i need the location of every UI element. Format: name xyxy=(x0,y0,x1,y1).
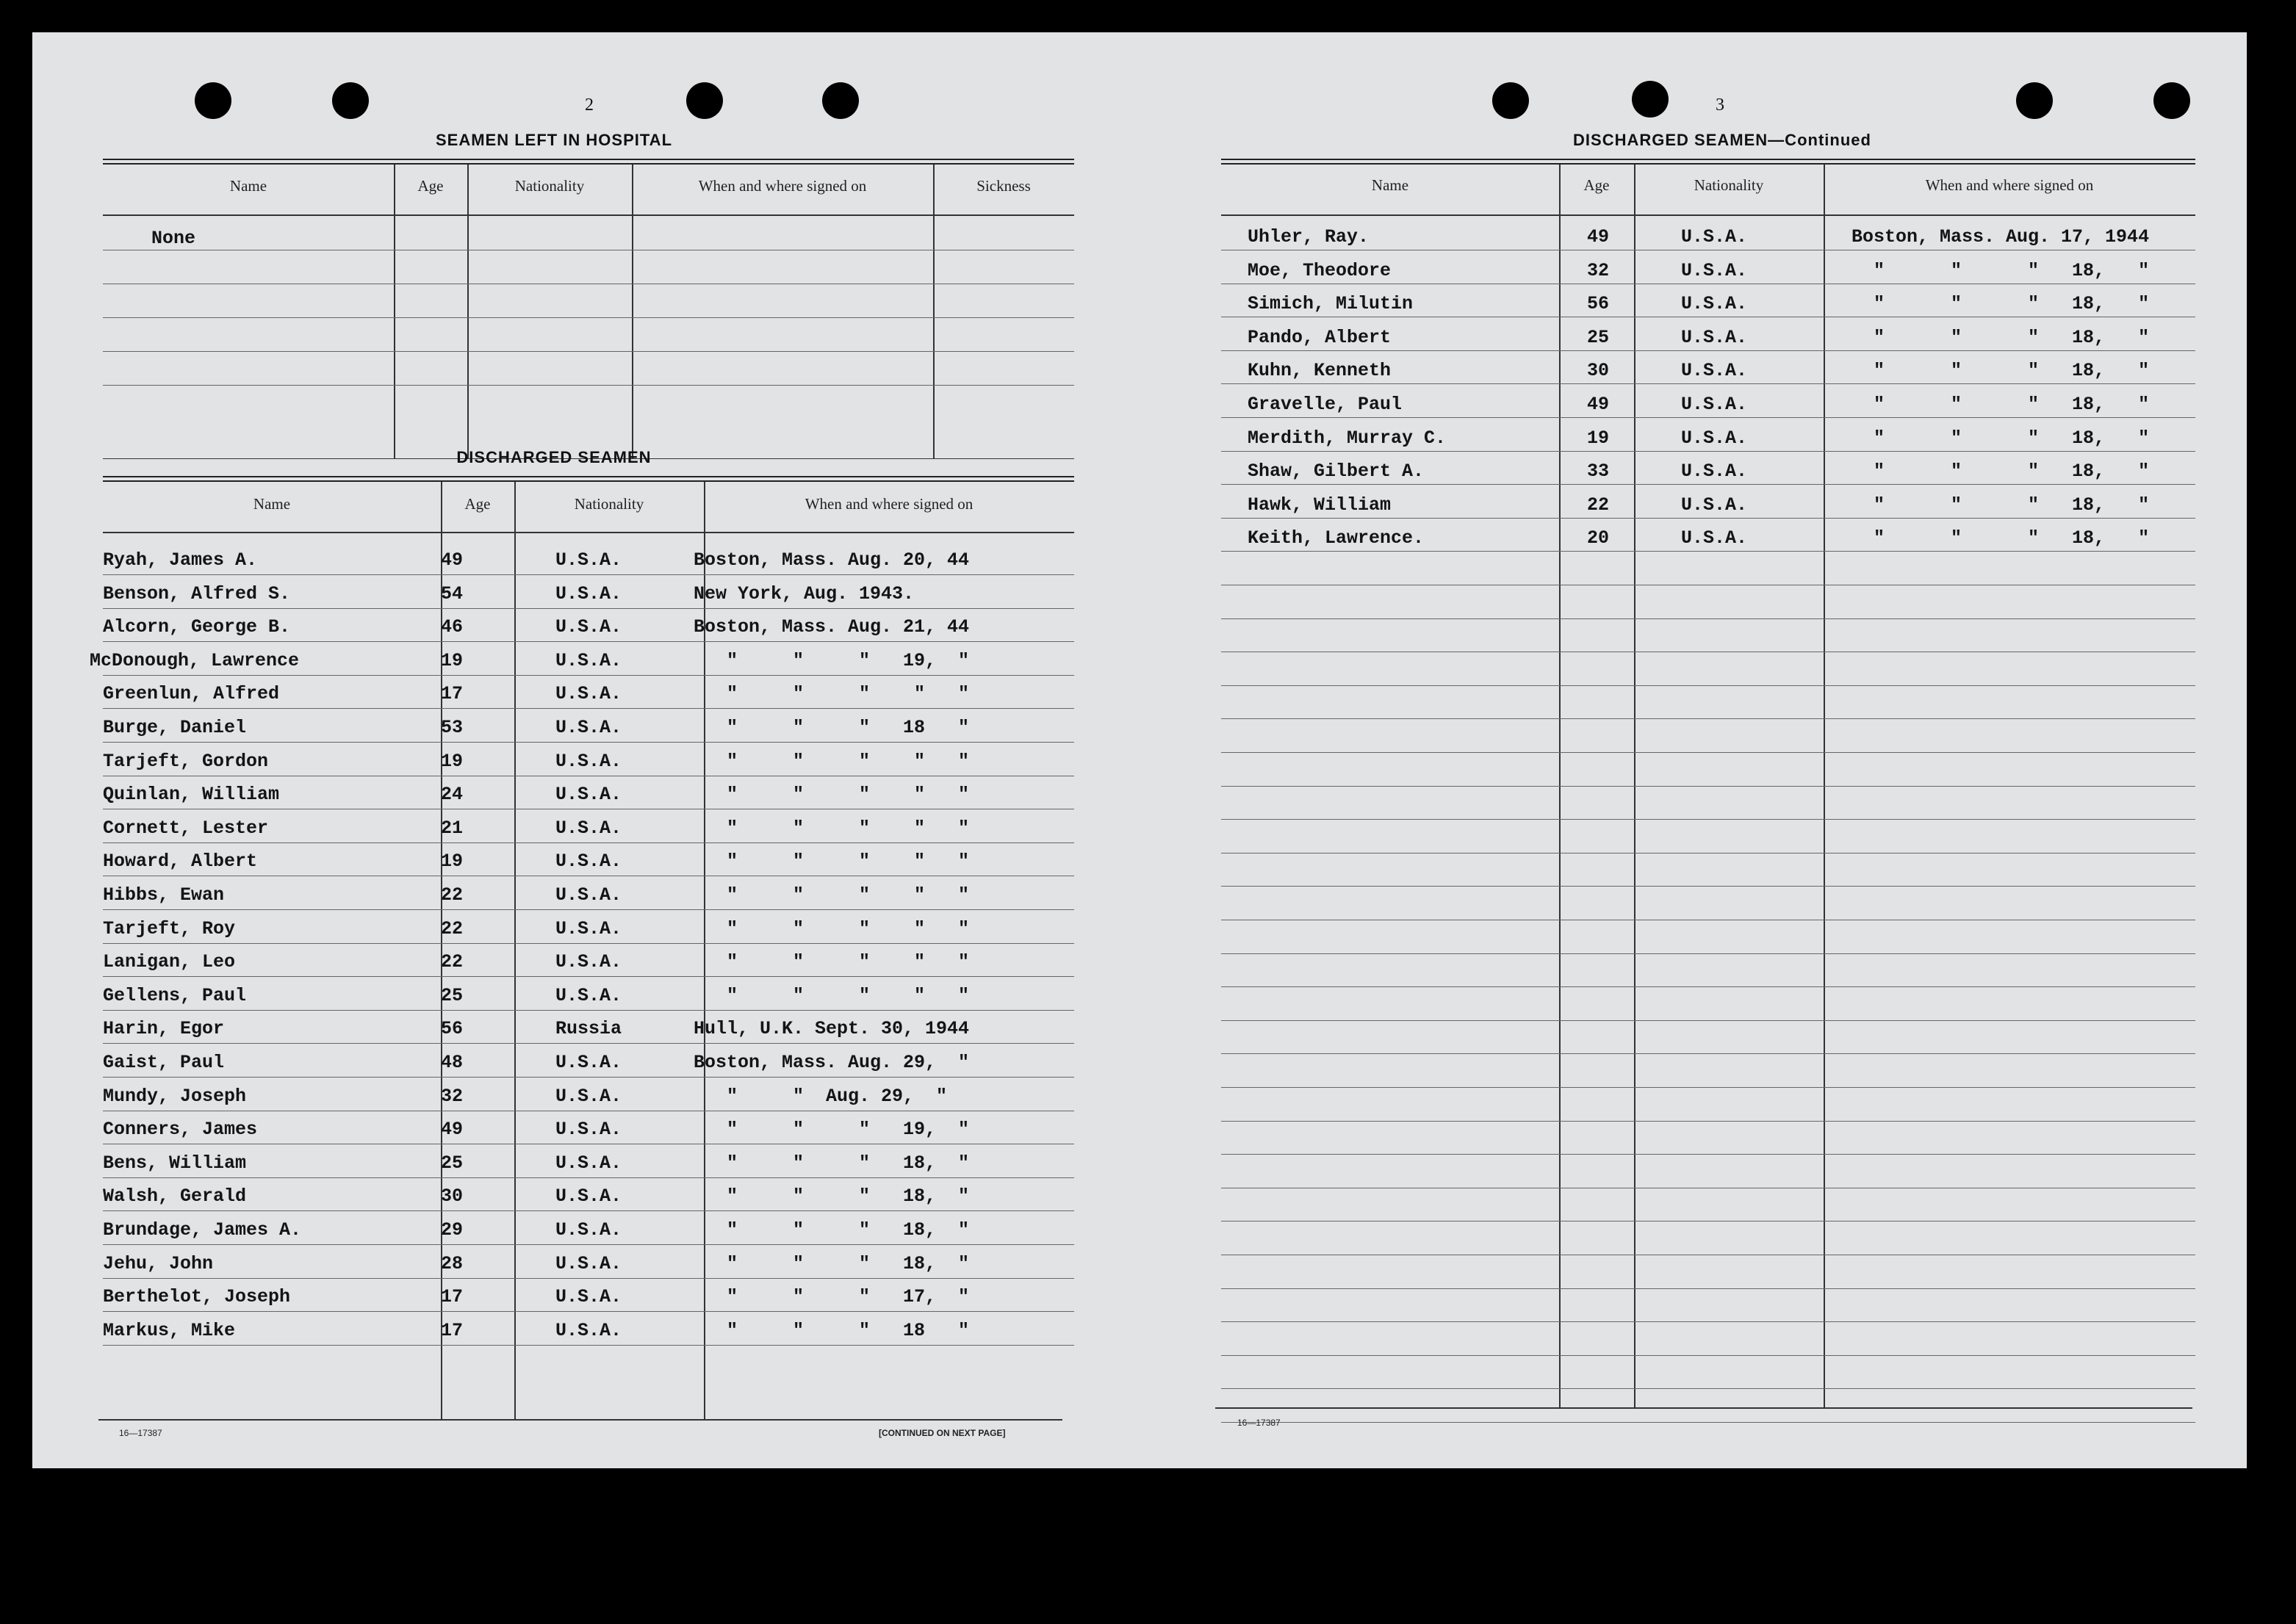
row-line xyxy=(1221,752,2195,753)
continued-header-nationality: Nationality xyxy=(1694,176,1764,194)
seaman-name: McDonough, Lawrence xyxy=(90,650,300,671)
hospital-table-top-rule xyxy=(103,159,1074,165)
seaman-nationality: U.S.A. xyxy=(555,951,622,972)
seaman-signed-on: " " " 18, " xyxy=(694,1185,970,1207)
seaman-age: 30 xyxy=(1587,360,1610,381)
row-line xyxy=(1221,1388,2195,1389)
row-line xyxy=(103,641,1074,642)
seaman-nationality: U.S.A. xyxy=(1681,327,1748,348)
seaman-signed-on: " " " " " xyxy=(694,951,970,972)
row-line xyxy=(103,976,1074,977)
seaman-signed-on: " " " 17, " xyxy=(694,1286,970,1307)
seaman-nationality: U.S.A. xyxy=(555,1052,622,1073)
continued-header-age: Age xyxy=(1583,176,1610,194)
seaman-nationality: U.S.A. xyxy=(1681,427,1748,449)
seaman-nationality: U.S.A. xyxy=(555,1320,622,1341)
row-line xyxy=(103,1345,1074,1346)
row-line xyxy=(1221,618,2195,619)
seaman-age: 32 xyxy=(441,1086,464,1107)
seaman-signed-on: " " " 19, " xyxy=(694,650,970,671)
hospital-col-divider xyxy=(632,165,633,458)
seaman-signed-on: " " " " " xyxy=(694,918,970,939)
seaman-name: Jehu, John xyxy=(103,1253,214,1274)
seaman-nationality: U.S.A. xyxy=(555,884,622,906)
seaman-age: 19 xyxy=(1587,427,1610,449)
discharged-header-name: Name xyxy=(253,495,291,513)
seaman-name: Ryah, James A. xyxy=(103,549,258,571)
seaman-name: Greenlun, Alfred xyxy=(103,683,280,704)
hospital-header-name: Name xyxy=(229,177,267,195)
seaman-signed-on: " " " " " xyxy=(694,683,970,704)
seaman-age: 49 xyxy=(441,1119,464,1140)
seaman-nationality: U.S.A. xyxy=(555,650,622,671)
seaman-age: 48 xyxy=(441,1052,464,1073)
seaman-age: 22 xyxy=(441,884,464,906)
seaman-nationality: U.S.A. xyxy=(555,1219,622,1241)
seaman-signed-on: Boston, Mass. Aug. 17, 1944 xyxy=(1851,226,2150,248)
continued-table-bottom-rule xyxy=(1215,1407,2192,1409)
seaman-age: 54 xyxy=(441,583,464,605)
seaman-age: 17 xyxy=(441,1286,464,1307)
seaman-signed-on: " " " " " xyxy=(694,884,970,906)
row-line xyxy=(1221,1020,2195,1021)
seaman-name: Tarjeft, Roy xyxy=(103,918,236,939)
seaman-nationality: U.S.A. xyxy=(555,1119,622,1140)
seaman-name: Cornett, Lester xyxy=(103,818,269,839)
seaman-nationality: U.S.A. xyxy=(1681,293,1748,314)
continued-header-rule xyxy=(1221,214,2195,216)
seaman-nationality: U.S.A. xyxy=(1681,260,1748,281)
row-line xyxy=(103,1210,1074,1211)
seaman-signed-on: " " " 18, " xyxy=(1851,527,2150,549)
punch-hole xyxy=(2153,82,2190,119)
row-line xyxy=(103,608,1074,609)
seaman-signed-on: " " " 18, " xyxy=(694,1152,970,1174)
hospital-header-rule xyxy=(103,214,1074,216)
seaman-name: Hibbs, Ewan xyxy=(103,884,225,906)
hospital-header-sickness: Sickness xyxy=(976,177,1031,195)
seaman-nationality: U.S.A. xyxy=(1681,494,1748,516)
row-line xyxy=(1221,1053,2195,1054)
seaman-signed-on: " " " 18 " xyxy=(694,1320,970,1341)
seaman-name: Harin, Egor xyxy=(103,1018,225,1039)
row-line xyxy=(1221,886,2195,887)
row-line xyxy=(103,1311,1074,1312)
seaman-age: 25 xyxy=(441,985,464,1006)
row-line xyxy=(1221,1121,2195,1122)
discharged-header-signed-on: When and where signed on xyxy=(805,495,974,513)
seaman-age: 25 xyxy=(441,1152,464,1174)
row-line xyxy=(1221,350,2195,351)
document-sheet xyxy=(32,32,2247,1468)
seaman-name: Uhler, Ray. xyxy=(1248,226,1370,248)
seaman-name: Benson, Alfred S. xyxy=(103,583,291,605)
row-line xyxy=(1221,383,2195,384)
seaman-age: 53 xyxy=(441,717,464,738)
continued-header-signed-on: When and where signed on xyxy=(1925,176,2094,194)
discharged-continued-title: DISCHARGED SEAMEN—Continued xyxy=(1573,131,1871,149)
seaman-name: Gellens, Paul xyxy=(103,985,247,1006)
continued-note: [CONTINUED ON NEXT PAGE] xyxy=(879,1428,1006,1438)
seaman-nationality: U.S.A. xyxy=(555,583,622,605)
page-number-right: 3 xyxy=(1716,95,1724,115)
seaman-nationality: U.S.A. xyxy=(555,683,622,704)
seaman-signed-on: Boston, Mass. Aug. 29, " xyxy=(694,1052,970,1073)
hospital-section-title: SEAMEN LEFT IN HOSPITAL xyxy=(435,131,673,149)
row-line xyxy=(1221,986,2195,987)
row-line xyxy=(1221,1355,2195,1356)
seaman-nationality: U.S.A. xyxy=(555,851,622,872)
form-number-left: 16—17387 xyxy=(119,1428,162,1438)
seaman-name: Moe, Theodore xyxy=(1248,260,1392,281)
seaman-age: 29 xyxy=(441,1219,464,1241)
seaman-age: 22 xyxy=(1587,494,1610,516)
seaman-name: Quinlan, William xyxy=(103,784,280,805)
seaman-name: Bens, William xyxy=(103,1152,247,1174)
continued-header-name: Name xyxy=(1371,176,1409,194)
seaman-name: Walsh, Gerald xyxy=(103,1185,247,1207)
seaman-signed-on: " " " 18 " xyxy=(694,717,970,738)
seaman-age: 49 xyxy=(441,549,464,571)
seaman-age: 56 xyxy=(1587,293,1610,314)
seaman-signed-on: " " " 18, " xyxy=(1851,327,2150,348)
row-line xyxy=(103,909,1074,910)
seaman-nationality: U.S.A. xyxy=(555,717,622,738)
hospital-row-line xyxy=(103,351,1074,352)
seaman-name: Pando, Albert xyxy=(1248,327,1392,348)
discharged-header-rule xyxy=(103,532,1074,533)
punch-hole xyxy=(332,82,369,119)
seaman-age: 20 xyxy=(1587,527,1610,549)
seaman-nationality: Russia xyxy=(555,1018,622,1039)
seaman-nationality: U.S.A. xyxy=(1681,461,1748,482)
seaman-nationality: U.S.A. xyxy=(555,1286,622,1307)
seaman-age: 19 xyxy=(441,650,464,671)
hospital-entry: None xyxy=(151,228,196,249)
seaman-signed-on: " " " " " xyxy=(694,851,970,872)
seaman-age: 32 xyxy=(1587,260,1610,281)
punch-hole xyxy=(1492,82,1529,119)
seaman-name: Hawk, William xyxy=(1248,494,1392,516)
seaman-name: Tarjeft, Gordon xyxy=(103,751,269,772)
row-line xyxy=(103,1043,1074,1044)
row-line xyxy=(1221,1087,2195,1088)
punch-hole xyxy=(686,82,723,119)
hospital-row-line xyxy=(103,385,1074,386)
row-line xyxy=(1221,1154,2195,1155)
seaman-name: Gravelle, Paul xyxy=(1248,394,1403,415)
seaman-name: Howard, Albert xyxy=(103,851,258,872)
seaman-signed-on: " " " 18, " xyxy=(1851,360,2150,381)
seaman-nationality: U.S.A. xyxy=(555,818,622,839)
seaman-name: Simich, Milutin xyxy=(1248,293,1414,314)
continued-table-top-rule xyxy=(1221,159,2195,165)
seaman-signed-on: " " " " " xyxy=(694,985,970,1006)
seaman-nationality: U.S.A. xyxy=(555,918,622,939)
seaman-name: Keith, Lawrence. xyxy=(1248,527,1425,549)
seaman-age: 49 xyxy=(1587,394,1610,415)
row-line xyxy=(103,675,1074,676)
discharged-table-bottom-rule xyxy=(98,1419,1062,1421)
seaman-age: 22 xyxy=(441,951,464,972)
row-line xyxy=(1221,551,2195,552)
seaman-age: 25 xyxy=(1587,327,1610,348)
seaman-signed-on: " " " 18, " xyxy=(1851,427,2150,449)
seaman-signed-on: " " " 18, " xyxy=(1851,461,2150,482)
hospital-header-signed-on: When and where signed on xyxy=(698,177,867,195)
seaman-name: Brundage, James A. xyxy=(103,1219,302,1241)
seaman-name: Lanigan, Leo xyxy=(103,951,236,972)
hospital-col-divider xyxy=(394,165,395,458)
seaman-name: Alcorn, George B. xyxy=(103,616,291,638)
seaman-age: 30 xyxy=(441,1185,464,1207)
seaman-age: 33 xyxy=(1587,461,1610,482)
seaman-age: 22 xyxy=(441,918,464,939)
row-line xyxy=(1221,786,2195,787)
row-line xyxy=(1221,819,2195,820)
row-line xyxy=(103,708,1074,709)
seaman-nationality: U.S.A. xyxy=(555,1253,622,1274)
row-line xyxy=(1221,484,2195,485)
discharged-section-title: DISCHARGED SEAMEN xyxy=(456,448,652,466)
hospital-header-age: Age xyxy=(417,177,444,195)
row-line xyxy=(1221,1288,2195,1289)
seaman-age: 24 xyxy=(441,784,464,805)
seaman-signed-on: " " " 18, " xyxy=(1851,260,2150,281)
seaman-nationality: U.S.A. xyxy=(555,985,622,1006)
punch-hole xyxy=(822,82,859,119)
seaman-nationality: U.S.A. xyxy=(555,784,622,805)
row-line xyxy=(1221,1422,2195,1423)
seaman-age: 28 xyxy=(441,1253,464,1274)
seaman-nationality: U.S.A. xyxy=(555,616,622,638)
seaman-signed-on: " " Aug. 29, " xyxy=(694,1086,948,1107)
seaman-name: Shaw, Gilbert A. xyxy=(1248,461,1425,482)
seaman-signed-on: " " " " " xyxy=(694,784,970,805)
row-line xyxy=(1221,518,2195,519)
seaman-name: Burge, Daniel xyxy=(103,717,247,738)
seaman-nationality: U.S.A. xyxy=(1681,360,1748,381)
row-line xyxy=(103,1077,1074,1078)
seaman-signed-on: " " " " " xyxy=(694,818,970,839)
discharged-table-top-rule xyxy=(103,476,1074,482)
row-line xyxy=(103,574,1074,575)
hospital-col-divider xyxy=(467,165,469,458)
seaman-nationality: U.S.A. xyxy=(1681,226,1748,248)
seaman-signed-on: " " " 18, " xyxy=(1851,394,2150,415)
seaman-name: Berthelot, Joseph xyxy=(103,1286,291,1307)
discharged-header-age: Age xyxy=(464,495,491,513)
seaman-signed-on: Boston, Mass. Aug. 21, 44 xyxy=(694,616,970,638)
row-line xyxy=(1221,417,2195,418)
row-line xyxy=(1221,451,2195,452)
row-line xyxy=(103,742,1074,743)
seaman-nationality: U.S.A. xyxy=(555,549,622,571)
seaman-name: Mundy, Joseph xyxy=(103,1086,247,1107)
seaman-age: 17 xyxy=(441,1320,464,1341)
row-line xyxy=(103,1244,1074,1245)
seaman-name: Kuhn, Kenneth xyxy=(1248,360,1392,381)
seaman-signed-on: " " " 18, " xyxy=(694,1253,970,1274)
seaman-nationality: U.S.A. xyxy=(555,1086,622,1107)
row-line xyxy=(103,1278,1074,1279)
hospital-row-line xyxy=(103,317,1074,318)
punch-hole xyxy=(1632,81,1669,118)
seaman-nationality: U.S.A. xyxy=(1681,394,1748,415)
row-line xyxy=(103,842,1074,843)
row-line xyxy=(1221,718,2195,719)
seaman-name: Conners, James xyxy=(103,1119,258,1140)
seaman-age: 21 xyxy=(441,818,464,839)
seaman-signed-on: " " " 18, " xyxy=(1851,494,2150,516)
row-line xyxy=(103,943,1074,944)
seaman-signed-on: New York, Aug. 1943. xyxy=(694,583,915,605)
row-line xyxy=(1221,953,2195,954)
seaman-signed-on: " " " 18, " xyxy=(694,1219,970,1241)
row-line xyxy=(103,1010,1074,1011)
seaman-signed-on: " " " " " xyxy=(694,751,970,772)
row-line xyxy=(103,1177,1074,1178)
row-line xyxy=(1221,685,2195,686)
discharged-header-nationality: Nationality xyxy=(574,495,644,513)
seaman-signed-on: " " " 19, " xyxy=(694,1119,970,1140)
hospital-header-nationality: Nationality xyxy=(514,177,585,195)
seaman-nationality: U.S.A. xyxy=(1681,527,1748,549)
seaman-signed-on: Hull, U.K. Sept. 30, 1944 xyxy=(694,1018,970,1039)
seaman-nationality: U.S.A. xyxy=(555,751,622,772)
punch-hole xyxy=(2016,82,2053,119)
row-line xyxy=(1221,1321,2195,1322)
seaman-age: 46 xyxy=(441,616,464,638)
seaman-age: 49 xyxy=(1587,226,1610,248)
seaman-age: 56 xyxy=(441,1018,464,1039)
hospital-col-divider xyxy=(933,165,935,458)
seaman-nationality: U.S.A. xyxy=(555,1185,622,1207)
seaman-name: Markus, Mike xyxy=(103,1320,236,1341)
seaman-name: Merdith, Murray C. xyxy=(1248,427,1447,449)
seaman-age: 19 xyxy=(441,851,464,872)
seaman-nationality: U.S.A. xyxy=(555,1152,622,1174)
seaman-signed-on: Boston, Mass. Aug. 20, 44 xyxy=(694,549,970,571)
seaman-signed-on: " " " 18, " xyxy=(1851,293,2150,314)
seaman-name: Gaist, Paul xyxy=(103,1052,225,1073)
punch-hole xyxy=(195,82,231,119)
page-number-left: 2 xyxy=(585,95,594,115)
form-number-right: 16—17387 xyxy=(1237,1418,1281,1428)
seaman-age: 17 xyxy=(441,683,464,704)
seaman-age: 19 xyxy=(441,751,464,772)
